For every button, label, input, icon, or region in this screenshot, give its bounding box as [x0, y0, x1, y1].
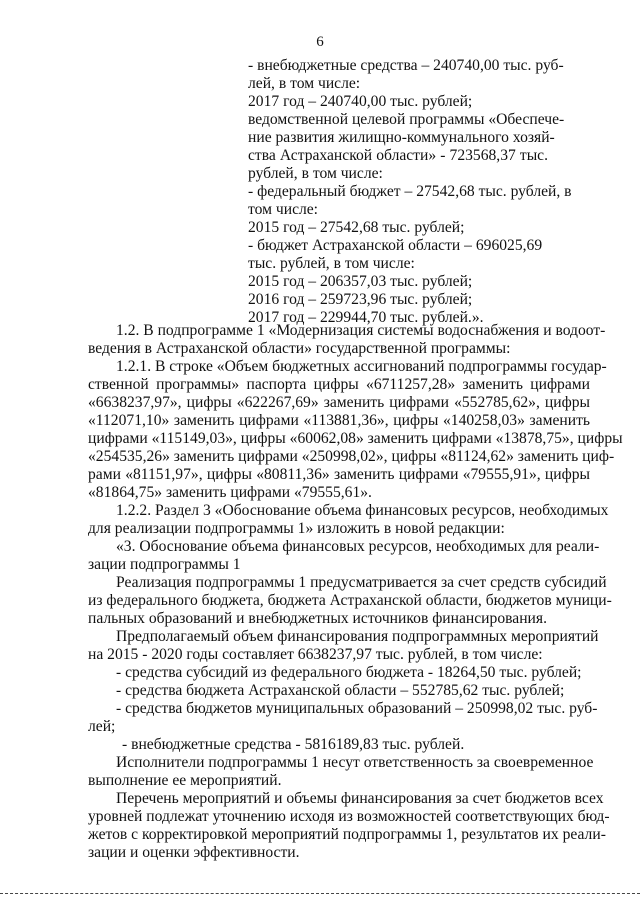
text-line: - бюджет Астраханской области – 696025,69: [248, 237, 543, 254]
text-line: - внебюджетные средства - 5816189,83 тыс. рублей.: [122, 736, 465, 753]
text-line: «3. Обоснование объема финансовых ресурсов, необходимых для реали-: [116, 538, 600, 555]
text-line: - федеральный бюджет – 27542,68 тыс. рублей, в: [248, 183, 572, 200]
text-line: 2017 год – 229944,70 тыс. рублей.».: [248, 309, 484, 326]
scan-edge-line: [0, 893, 640, 895]
text-line: Предполагаемый объем финансирования подпрограммных мероприятий: [116, 628, 599, 645]
text-line: - средства бюджетов муниципальных образований – 250998,02 тыс. руб-: [116, 700, 598, 717]
text-line: Исполнители подпрограммы 1 несут ответственность за своевременное: [116, 754, 594, 771]
text-line: - средства субсидий из федерального бюджета - 18264,50 тыс. рублей;: [116, 664, 582, 681]
text-line: 2015 год – 27542,68 тыс. рублей;: [248, 219, 465, 236]
text-line: 1.2.1. В строке «Объем бюджетных ассигнований подпрограммы государ-: [116, 358, 607, 375]
text-line: ведомственной целевой программы «Обеспече-: [248, 111, 565, 128]
text-line: «81864,75» заменить цифрами «79555,61».: [88, 484, 372, 501]
text-line: рублей, в том числе:: [248, 165, 383, 182]
text-line: 2017 год – 240740,00 тыс. рублей;: [248, 93, 473, 110]
text-line: для реализации подпрограммы 1» изложить в новой редакции:: [88, 520, 505, 537]
page-number: 6: [316, 34, 324, 50]
text-line: «112071,10» заменить цифрами «113881,36», цифры «140258,03» заменить: [88, 412, 590, 429]
text-line: жетов с корректировкой мероприятий подпрограммы 1, результатов их реали-: [88, 826, 606, 843]
text-line: пальных образований и внебюджетных источников финансирования.: [88, 610, 547, 627]
text-line: ства Астраханской области» - 723568,37 тыс.: [248, 147, 548, 164]
text-line: Реализация подпрограммы 1 предусматривается за счет средств субсидий: [116, 574, 607, 591]
text-line: зации и оценки эффективности.: [88, 844, 300, 861]
text-line: ние развития жилищно-коммунального хозяй-: [248, 129, 555, 146]
text-line: рами «81151,97», цифры «80811,36» заменить цифрами «79555,91», цифры: [88, 466, 590, 483]
text-line: ственной программы» паспорта цифры «6711257,28» заменить цифрами: [88, 376, 590, 393]
text-line: из федерального бюджета, бюджета Астраханской области, бюджетов муници-: [88, 592, 612, 609]
text-line: том числе:: [248, 201, 319, 218]
text-line: на 2015 - 2020 годы составляет 6638237,97 тыс. рублей, в том числе:: [88, 646, 543, 663]
text-line: выполнение ее мероприятий.: [88, 772, 282, 789]
text-line: 2016 год – 259723,96 тыс. рублей;: [248, 291, 473, 308]
text-line: лей;: [88, 718, 116, 735]
text-line: - внебюджетные средства – 240740,00 тыс. руб-: [248, 57, 564, 74]
text-line: лей, в том числе:: [248, 75, 361, 92]
text-line: тыс. рублей, в том числе:: [248, 255, 415, 272]
text-line: зации подпрограммы 1: [88, 556, 241, 573]
text-line: - средства бюджета Астраханской области – 552785,62 тыс. рублей;: [116, 682, 565, 699]
text-line: ведения в Астраханской области» государственной программы:: [88, 340, 511, 357]
text-line: уровней подлежат уточнению исходя из возможностей соответствующих бюд-: [88, 808, 610, 825]
text-line: 1.2.2. Раздел 3 «Обоснование объема финансовых ресурсов, необходимых: [116, 502, 609, 519]
text-line: «6638237,97», цифры «622267,69» заменить цифрами «552785,62», цифры: [88, 394, 590, 411]
text-line: Перечень мероприятий и объемы финансирования за счет бюджетов всех: [116, 790, 604, 807]
text-line: 2015 год – 206357,03 тыс. рублей;: [248, 273, 473, 290]
text-line: «254535,26» заменить цифрами «250998,02», цифры «81124,62» заменить циф-: [88, 448, 615, 465]
text-line: 1.2. В подпрограмме 1 «Модернизация системы водоснабжения и водоот-: [116, 322, 606, 339]
text-line: цифрами «115149,03», цифры «60062,08» заменить цифрами «13878,75», цифры: [88, 430, 623, 447]
